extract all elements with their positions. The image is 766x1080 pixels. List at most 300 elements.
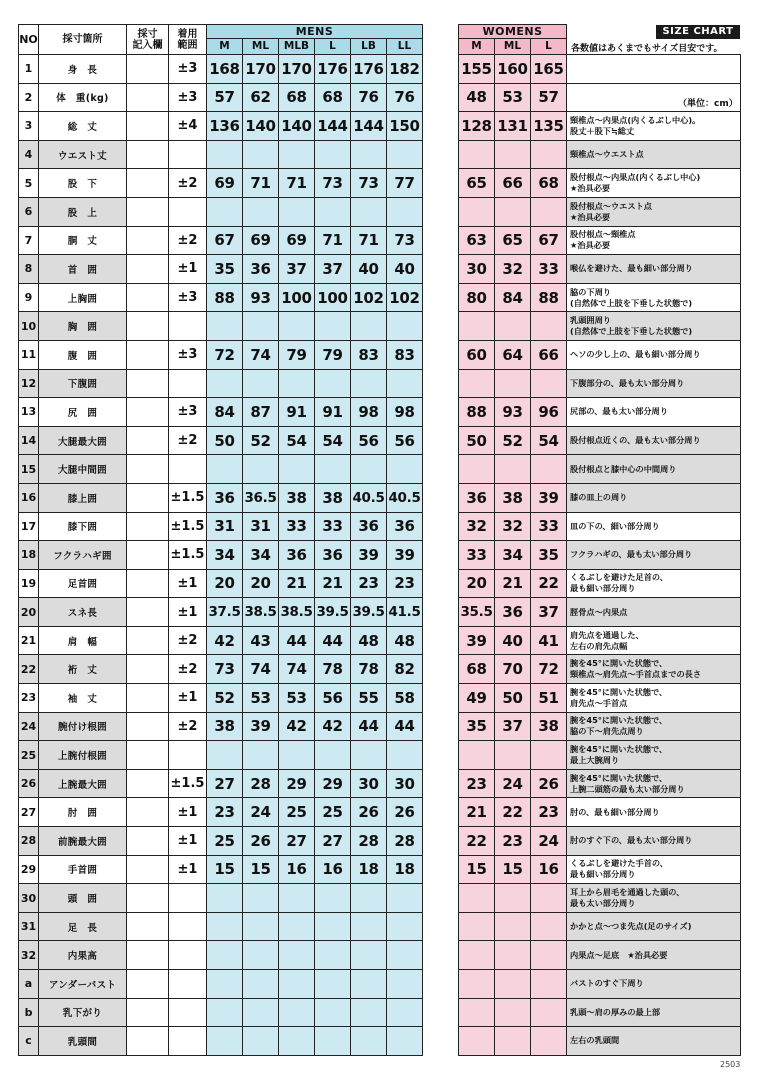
womens-value-m: 155: [459, 55, 495, 84]
row-number: c: [19, 1027, 39, 1056]
mens-value-lb: [351, 369, 387, 398]
table-row: [19, 827, 741, 856]
record-field[interactable]: [127, 55, 169, 84]
mens-value-mlb: 54: [279, 426, 315, 455]
mens-value-m: 35: [207, 255, 243, 284]
mens-value-m: 88: [207, 283, 243, 312]
mens-value-l: [315, 998, 351, 1027]
measure-name: 腕付け根囲: [39, 712, 127, 741]
measure-name: 手首囲: [39, 855, 127, 884]
record-field[interactable]: [127, 1027, 169, 1056]
row-number: 8: [19, 255, 39, 284]
womens-value-ml: 34: [495, 541, 531, 570]
womens-value-ml: 32: [495, 255, 531, 284]
womens-value-ml: 66: [495, 169, 531, 198]
womens-value-ml: 50: [495, 684, 531, 713]
tolerance: ±3: [169, 83, 207, 112]
womens-value-ml: 37: [495, 712, 531, 741]
mens-value-ml: 31: [243, 512, 279, 541]
mens-value-ml: 39: [243, 712, 279, 741]
size-chart-title: SIZE CHART: [656, 25, 740, 39]
measure-note: 頸椎点～ウエスト点: [567, 140, 741, 169]
table-row: [19, 741, 741, 770]
tolerance: ±1.5: [169, 769, 207, 798]
record-field[interactable]: [127, 970, 169, 999]
row-number: 22: [19, 655, 39, 684]
row-number: 25: [19, 741, 39, 770]
record-field[interactable]: [127, 741, 169, 770]
mens-value-mlb: [279, 884, 315, 913]
mens-value-mlb: 21: [279, 569, 315, 598]
record-field[interactable]: [127, 712, 169, 741]
column-gap: [423, 55, 459, 84]
mens-value-ll: 30: [387, 769, 423, 798]
mens-value-mlb: 91: [279, 398, 315, 427]
row-number: 21: [19, 626, 39, 655]
record-field[interactable]: [127, 684, 169, 713]
table-row: [19, 483, 741, 512]
table-row: [19, 169, 741, 198]
mens-value-ll: [387, 197, 423, 226]
mens-value-ll: 77: [387, 169, 423, 198]
mens-value-mlb: 100: [279, 283, 315, 312]
womens-value-ml: [495, 312, 531, 341]
mens-value-lb: 83: [351, 340, 387, 369]
measure-name: ウエスト丈: [39, 140, 127, 169]
measure-note: 股付根点近くの、最も太い部分周り: [567, 426, 741, 455]
mens-value-mlb: [279, 369, 315, 398]
header-mens-size-m: M: [207, 39, 243, 55]
womens-value-m: [459, 884, 495, 913]
mens-value-ml: 20: [243, 569, 279, 598]
mens-value-ll: 39: [387, 541, 423, 570]
tolerance: ±3: [169, 55, 207, 84]
womens-value-m: [459, 369, 495, 398]
header-part: 採寸箇所: [39, 25, 127, 55]
mens-value-l: 56: [315, 684, 351, 713]
mens-value-ll: 26: [387, 798, 423, 827]
womens-value-ml: 65: [495, 226, 531, 255]
mens-value-m: 20: [207, 569, 243, 598]
column-gap: [423, 741, 459, 770]
row-number: 12: [19, 369, 39, 398]
record-field[interactable]: [127, 998, 169, 1027]
column-gap: [423, 970, 459, 999]
mens-value-ml: 28: [243, 769, 279, 798]
column-gap: [423, 712, 459, 741]
mens-value-ll: [387, 884, 423, 913]
tolerance: ±1: [169, 684, 207, 713]
mens-value-m: [207, 197, 243, 226]
mens-value-ml: 93: [243, 283, 279, 312]
record-field[interactable]: [127, 398, 169, 427]
mens-value-l: 176: [315, 55, 351, 84]
mens-value-m: [207, 369, 243, 398]
tolerance: ±1.5: [169, 483, 207, 512]
column-gap: [423, 655, 459, 684]
header-womens-size-m: M: [459, 39, 495, 55]
mens-value-mlb: 68: [279, 83, 315, 112]
header-tolerance: 着用 範囲: [169, 25, 207, 55]
mens-value-ll: [387, 455, 423, 484]
column-gap: [423, 998, 459, 1027]
record-field[interactable]: [127, 655, 169, 684]
womens-value-m: 23: [459, 769, 495, 798]
record-field[interactable]: [127, 112, 169, 141]
header-record: 採寸 記入欄: [127, 25, 169, 55]
measure-note: かかと点～つま先点(足のサイズ): [567, 912, 741, 941]
measure-name: 袖 丈: [39, 684, 127, 713]
column-gap: [423, 769, 459, 798]
mens-value-ml: 74: [243, 340, 279, 369]
womens-value-m: [459, 140, 495, 169]
measure-name: 乳頭間: [39, 1027, 127, 1056]
table-row: [19, 226, 741, 255]
column-gap: [423, 340, 459, 369]
mens-value-m: 84: [207, 398, 243, 427]
womens-value-l: 57: [531, 83, 567, 112]
column-gap: [423, 941, 459, 970]
tolerance: ±1.5: [169, 512, 207, 541]
mens-value-m: [207, 1027, 243, 1056]
mens-value-mlb: [279, 970, 315, 999]
mens-value-mlb: 44: [279, 626, 315, 655]
unit-label: （単位：cm）: [678, 99, 738, 109]
womens-value-l: 51: [531, 684, 567, 713]
measure-name: 足首囲: [39, 569, 127, 598]
womens-value-ml: 84: [495, 283, 531, 312]
womens-value-m: 88: [459, 398, 495, 427]
womens-value-ml: 70: [495, 655, 531, 684]
measure-note: 乳頭～肩の厚みの最上部: [567, 998, 741, 1027]
womens-value-l: 23: [531, 798, 567, 827]
womens-value-l: 66: [531, 340, 567, 369]
measure-name: 腹 囲: [39, 340, 127, 369]
womens-value-l: 16: [531, 855, 567, 884]
record-field[interactable]: [127, 855, 169, 884]
womens-value-l: [531, 369, 567, 398]
mens-value-l: [315, 312, 351, 341]
womens-value-l: 39: [531, 483, 567, 512]
row-number: 9: [19, 283, 39, 312]
womens-value-m: 50: [459, 426, 495, 455]
row-number: 32: [19, 941, 39, 970]
mens-value-ml: 71: [243, 169, 279, 198]
womens-value-ml: [495, 970, 531, 999]
mens-value-m: 36: [207, 483, 243, 512]
womens-value-ml: 24: [495, 769, 531, 798]
mens-value-ml: 34: [243, 541, 279, 570]
tolerance: ±1: [169, 827, 207, 856]
mens-value-l: 37: [315, 255, 351, 284]
record-field[interactable]: [127, 169, 169, 198]
mens-value-m: 42: [207, 626, 243, 655]
mens-value-ll: 82: [387, 655, 423, 684]
mens-value-ll: 36: [387, 512, 423, 541]
record-field[interactable]: [127, 255, 169, 284]
table-row: [19, 998, 741, 1027]
mens-value-l: 27: [315, 827, 351, 856]
table-row: [19, 884, 741, 913]
mens-value-l: 21: [315, 569, 351, 598]
mens-value-l: [315, 970, 351, 999]
measure-note: 股付根点と膝中心の中間周り: [567, 455, 741, 484]
measure-name: 肘 囲: [39, 798, 127, 827]
column-gap: [423, 169, 459, 198]
womens-value-m: 49: [459, 684, 495, 713]
mens-value-lb: 144: [351, 112, 387, 141]
table-row: [19, 970, 741, 999]
mens-value-mlb: 16: [279, 855, 315, 884]
womens-value-ml: 40: [495, 626, 531, 655]
row-number: 20: [19, 598, 39, 627]
record-field[interactable]: [127, 226, 169, 255]
record-field[interactable]: [127, 569, 169, 598]
measure-name: 頭 囲: [39, 884, 127, 913]
mens-value-lb: [351, 884, 387, 913]
measure-name: 乳下がり: [39, 998, 127, 1027]
table-row: [19, 626, 741, 655]
mens-value-m: 67: [207, 226, 243, 255]
record-field[interactable]: [127, 541, 169, 570]
mens-value-ll: 23: [387, 569, 423, 598]
measure-note: 脇の下周り (自然体で上肢を下垂した状態で): [567, 283, 741, 312]
mens-value-m: 168: [207, 55, 243, 84]
mens-value-mlb: [279, 1027, 315, 1056]
womens-value-ml: [495, 941, 531, 970]
womens-value-ml: 160: [495, 55, 531, 84]
tolerance: ±1: [169, 798, 207, 827]
mens-value-mlb: 71: [279, 169, 315, 198]
tolerance: ±3: [169, 340, 207, 369]
mens-value-lb: [351, 998, 387, 1027]
record-field[interactable]: [127, 769, 169, 798]
row-number: 7: [19, 226, 39, 255]
womens-value-m: 21: [459, 798, 495, 827]
mens-value-ml: 36: [243, 255, 279, 284]
record-field[interactable]: [127, 512, 169, 541]
column-gap: [423, 512, 459, 541]
measure-note: 股付根点～頸椎点 ★治具必要: [567, 226, 741, 255]
record-field[interactable]: [127, 283, 169, 312]
record-field[interactable]: [127, 197, 169, 226]
record-field[interactable]: [127, 83, 169, 112]
record-field[interactable]: [127, 598, 169, 627]
tolerance: ±3: [169, 283, 207, 312]
womens-value-l: 68: [531, 169, 567, 198]
mens-value-l: 91: [315, 398, 351, 427]
record-field[interactable]: [127, 140, 169, 169]
mens-value-ml: 38.5: [243, 598, 279, 627]
record-field[interactable]: [127, 340, 169, 369]
mens-value-lb: 98: [351, 398, 387, 427]
womens-value-m: [459, 998, 495, 1027]
womens-value-m: [459, 941, 495, 970]
mens-value-ml: [243, 998, 279, 1027]
mens-value-ml: 87: [243, 398, 279, 427]
table-row: [19, 598, 741, 627]
mens-value-ml: [243, 312, 279, 341]
mens-value-l: 54: [315, 426, 351, 455]
header-womens-size-l: L: [531, 39, 567, 55]
mens-value-lb: [351, 1027, 387, 1056]
womens-value-m: 65: [459, 169, 495, 198]
record-field[interactable]: [127, 483, 169, 512]
mens-value-ll: 56: [387, 426, 423, 455]
table-row: [19, 340, 741, 369]
measure-name: 裄 丈: [39, 655, 127, 684]
mens-value-lb: [351, 941, 387, 970]
column-gap: [423, 483, 459, 512]
measure-name: 膝下囲: [39, 512, 127, 541]
mens-value-lb: [351, 741, 387, 770]
tolerance: [169, 912, 207, 941]
row-number: 14: [19, 426, 39, 455]
header-mens-size-ml: ML: [243, 39, 279, 55]
mens-value-lb: 102: [351, 283, 387, 312]
measure-name: 大腿最大囲: [39, 426, 127, 455]
womens-value-l: 35: [531, 541, 567, 570]
mens-value-m: [207, 884, 243, 913]
tolerance: [169, 998, 207, 1027]
table-row: [19, 55, 741, 84]
womens-value-m: 33: [459, 541, 495, 570]
measure-note: 膝の皿上の周り: [567, 483, 741, 512]
column-gap: [423, 455, 459, 484]
mens-value-ml: [243, 197, 279, 226]
record-field[interactable]: [127, 827, 169, 856]
measure-note: 腕を45°に開いた状態で、 肩先点～手首点: [567, 684, 741, 713]
header-womens-size-ml: ML: [495, 39, 531, 55]
womens-value-ml: [495, 197, 531, 226]
womens-value-l: 88: [531, 283, 567, 312]
measure-note: 内果点～足底 ★治具必要: [567, 941, 741, 970]
womens-value-ml: [495, 1027, 531, 1056]
mens-value-l: [315, 941, 351, 970]
table-row: [19, 112, 741, 141]
mens-value-ml: [243, 455, 279, 484]
womens-value-ml: 21: [495, 569, 531, 598]
womens-value-l: 54: [531, 426, 567, 455]
mens-value-m: 69: [207, 169, 243, 198]
womens-value-m: 15: [459, 855, 495, 884]
womens-value-ml: 131: [495, 112, 531, 141]
record-field[interactable]: [127, 426, 169, 455]
tolerance: ±2: [169, 655, 207, 684]
row-number: 13: [19, 398, 39, 427]
measure-name: フクラハギ囲: [39, 541, 127, 570]
header-womens: WOMENS: [459, 25, 567, 39]
record-field[interactable]: [127, 884, 169, 913]
mens-value-lb: 71: [351, 226, 387, 255]
mens-value-ll: 40: [387, 255, 423, 284]
header-mens-size-mlb: MLB: [279, 39, 315, 55]
womens-value-l: [531, 197, 567, 226]
mens-value-ml: 43: [243, 626, 279, 655]
measure-note: 尻部の、最も太い部分周り: [567, 398, 741, 427]
column-gap: [423, 912, 459, 941]
header-note-spacer: [567, 25, 741, 55]
table-body: [19, 55, 741, 1056]
womens-value-m: 48: [459, 83, 495, 112]
mens-value-mlb: [279, 455, 315, 484]
womens-value-m: [459, 912, 495, 941]
measure-note: 耳上から眉毛を通過した頭の、 最も太い部分周り: [567, 884, 741, 913]
mens-value-ml: [243, 1027, 279, 1056]
record-field[interactable]: [127, 941, 169, 970]
table-row: [19, 941, 741, 970]
row-number: 28: [19, 827, 39, 856]
tolerance: ±1: [169, 569, 207, 598]
womens-value-m: [459, 1027, 495, 1056]
mens-value-ml: [243, 741, 279, 770]
measure-name: 身 長: [39, 55, 127, 84]
record-field[interactable]: [127, 369, 169, 398]
mens-value-ll: [387, 312, 423, 341]
mens-value-lb: 55: [351, 684, 387, 713]
record-field[interactable]: [127, 312, 169, 341]
table-row: [19, 569, 741, 598]
record-field[interactable]: [127, 912, 169, 941]
mens-value-ml: [243, 970, 279, 999]
record-field[interactable]: [127, 626, 169, 655]
womens-value-m: [459, 455, 495, 484]
column-gap: [423, 626, 459, 655]
mens-value-mlb: 27: [279, 827, 315, 856]
mens-value-lb: 26: [351, 798, 387, 827]
mens-value-m: 52: [207, 684, 243, 713]
row-number: 4: [19, 140, 39, 169]
mens-value-ll: 28: [387, 827, 423, 856]
row-number: a: [19, 970, 39, 999]
table-row: [19, 426, 741, 455]
mens-value-l: 39.5: [315, 598, 351, 627]
table-row: [19, 541, 741, 570]
womens-value-l: [531, 312, 567, 341]
measure-note: 腕を45°に開いた状態で、 頸椎点～肩先点～手首点までの長さ: [567, 655, 741, 684]
mens-value-ll: [387, 941, 423, 970]
table-row: [19, 140, 741, 169]
table-row: [19, 312, 741, 341]
mens-value-m: 72: [207, 340, 243, 369]
tolerance: ±2: [169, 426, 207, 455]
measure-note: ヘソの少し上の、最も細い部分周り: [567, 340, 741, 369]
womens-value-m: 128: [459, 112, 495, 141]
mens-value-lb: 176: [351, 55, 387, 84]
mens-value-mlb: 33: [279, 512, 315, 541]
row-number: 29: [19, 855, 39, 884]
mens-value-m: 57: [207, 83, 243, 112]
measure-note: フクラハギの、最も太い部分周り: [567, 541, 741, 570]
measure-note: 左右の乳頭間: [567, 1027, 741, 1056]
record-field[interactable]: [127, 798, 169, 827]
mens-value-l: [315, 369, 351, 398]
column-gap: [423, 398, 459, 427]
mens-value-m: [207, 941, 243, 970]
mens-value-lb: 76: [351, 83, 387, 112]
column-gap: [423, 827, 459, 856]
mens-value-ll: [387, 998, 423, 1027]
row-number: 2: [19, 83, 39, 112]
record-field[interactable]: [127, 455, 169, 484]
measure-name: 足 長: [39, 912, 127, 941]
mens-value-mlb: [279, 998, 315, 1027]
tolerance: ±2: [169, 626, 207, 655]
mens-value-ll: 58: [387, 684, 423, 713]
row-number: 27: [19, 798, 39, 827]
mens-value-lb: 28: [351, 827, 387, 856]
column-gap: [423, 426, 459, 455]
